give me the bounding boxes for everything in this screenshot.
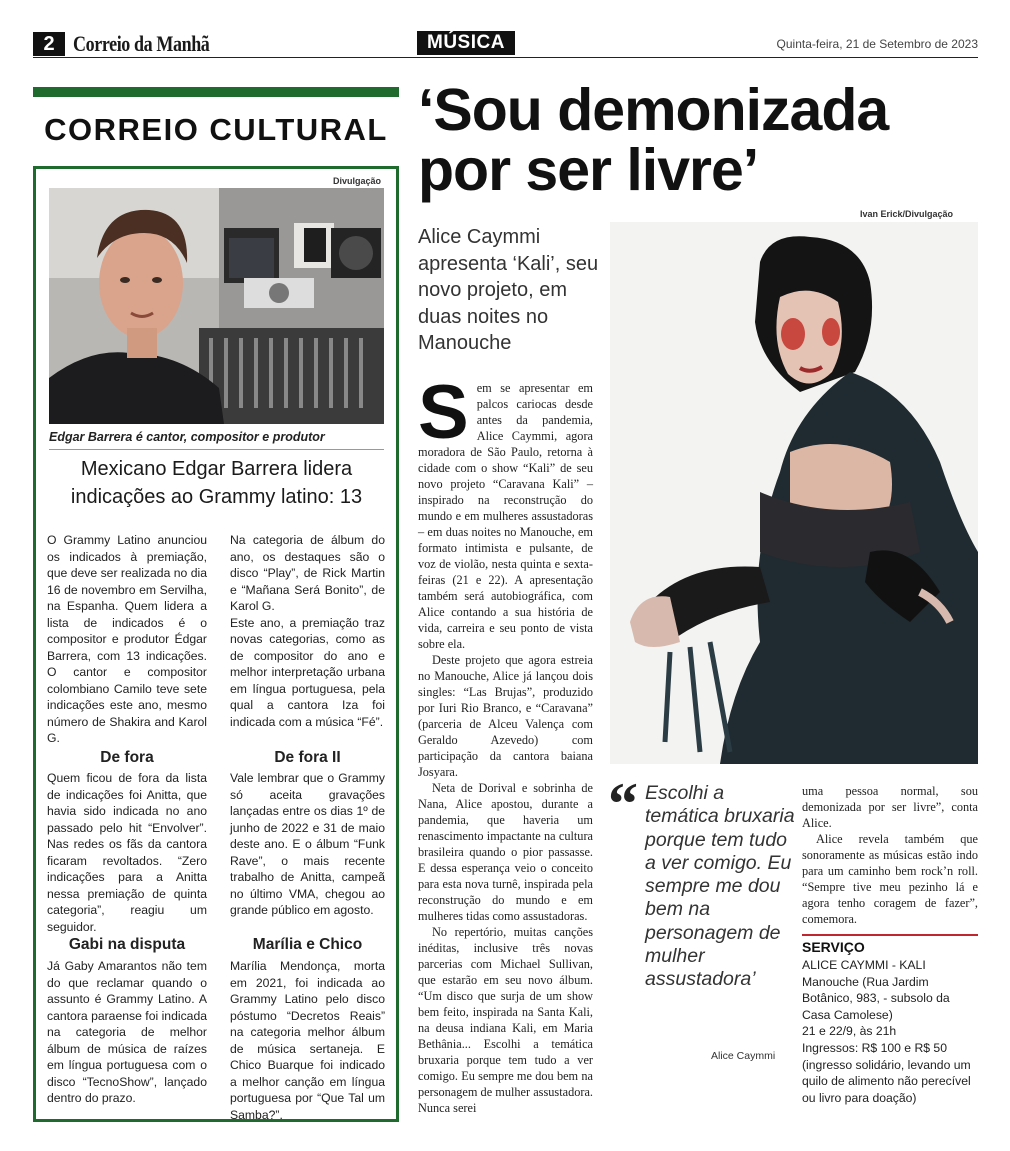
newspaper-name: Correio da Manhã [73, 31, 210, 56]
servico-venue: Manouche (Rua Jardim Botânico, 983, - subsolo da Casa Camolese) [802, 974, 950, 1022]
photo-caption: Edgar Barrera é cantor, compositor e produtor [49, 430, 325, 444]
paragraph [418, 370, 593, 652]
article-column-1 [418, 370, 593, 1116]
paragraph: Alice revela também que sonoramente as músicas estão indo para um caminho bem rock’n roll. “Sempre tive meu pezinho lá e agora tenho coragem de fazer”, comemora. [802, 832, 978, 926]
paragraph: No repertório, muitas canções inéditas, inclusive três novas parcerias com Michael Sullivan, que estarão em seu novo álbum. “Um disco que surja de um show bem feito, inspirada na Santa Kali, na deusa indiana Kali, em Maria Bethânia... Escolhi a temática bruxaria porque tem tudo a ver comigo. Eu sempre me dou bem na personagem de mulher assustadora. Nunca serei [418, 925, 593, 1115]
edgar-barrera-photo [49, 188, 384, 424]
green-rule [33, 87, 399, 97]
paragraph-text: em se apresentar em palcos cariocas desde antes da pandemia, Alice Caymmi, agora moradora de São Paulo, retorna à cidade com o show “Kali” de seu novo projeto “Caravana Kali” – inspirado na reconstrução do mundo e em mulheres assustadoras – em duas noites no Manouche, em formato intimista e pulsante, de voz de violão, nesta quinta e sexta-feiras (21 e 22). A apresentação também será autobiográfica, com Alice contando a sua história de vida, carreira e seu ponto de vista sobre ela. [418, 381, 593, 651]
intro-col2-paragraph: Na categoria de álbum do ano, os destaques são o disco “Play”, de Rick Martin e “Mañana Será Bonito”, de Karol G. [230, 533, 385, 613]
de-fora-ii-text: Vale lembrar que o Grammy só aceita gravações lançadas entre os dias 1º de junho de 2022 e 31 de maio deste ano. E o álbum “Funk Rave”, o mais recente trabalho de Anitta, campeã no último VMA, chegou ao grande público em agosto. [230, 771, 385, 917]
left-intro-col2 [230, 532, 385, 730]
servico-box [802, 957, 978, 1106]
servico-tickets: Ingressos: R$ 100 e R$ 50 (ingresso solidário, levando um quilo de alimento não perecível ou livro para doação) [802, 1040, 971, 1105]
paragraph: uma pessoa normal, sou demonizada por ser livre”, conta Alice. [802, 784, 978, 830]
left-headline: Mexicano Edgar Barrera lidera indicações ao Grammy latino: 13 [70, 458, 363, 508]
section-label: MÚSICA [417, 31, 515, 55]
issue-date: Quinta-feira, 21 de Setembro de 2023 [776, 37, 978, 51]
photo-credit: Ivan Erick/Divulgação [860, 209, 954, 219]
paragraph: Neta de Dorival e sobrinha de Nana, Alice apostou, durante a pandemia, que haveria um renascimento impactante na cultura brasileira quando o pior passasse. E dessa esperança veio o conceito para esta nova turnê, inspirada pela reconstrução do mundo e em mulheres tidas como assustadoras. [418, 781, 593, 923]
drop-cap: S [418, 370, 469, 455]
subhead-marilia: Marília e Chico [252, 936, 363, 953]
paragraph: Deste projeto que agora estreia no Manouche, Alice já lançou dois singles: “Las Brujas”, produzido por Iuri Rio Branco, e “Caravana” (parceria de Alceu Valença com Geraldo Azevedo) com participação da cantora baiana Josyara. [418, 653, 593, 779]
servico-title: SERVIÇO [802, 939, 865, 955]
quote-author: Alice Caymmi [711, 1050, 776, 1062]
subhead-de-fora-ii: De fora II [274, 749, 341, 766]
photo-credit: Divulgação [333, 176, 382, 186]
marilia-text: Marília Mendonça, morta em 2021, foi indicada ao Grammy Latino pelo disco póstumo “Decretos Reais” na categoria melhor álbum de música sertaneja. E Chico Buarque foi indicado a melhor canção em língua portuguesa por “Que Tal um Samba?”. [230, 959, 385, 1122]
quote-mark-icon: “ [608, 771, 638, 837]
page-header [33, 30, 978, 58]
servico-name: ALICE CAYMMI - KALI [802, 958, 926, 972]
pull-quote: Escolhi a temática bruxaria porque tem tudo a ver comigo. Eu sempre me dou bem na personagem de mulher assustadora’ [645, 782, 795, 991]
page-number: 2 [33, 32, 65, 56]
servico-rule [802, 934, 978, 936]
gabi-text: Já Gaby Amarantos não tem do que reclamar quando o assunto é Grammy Latino. A cantora paraense foi indicada na categoria de melhor álbum de música de raízes em língua portuguesa com o disco “TecnoShow”, lançado dentro do prazo. [47, 959, 207, 1105]
alice-caymmi-photo [610, 222, 978, 764]
servico-dates: 21 e 22/9, às 21h [802, 1024, 897, 1039]
caption-divider [49, 449, 384, 450]
subhead-de-fora: De fora [100, 749, 154, 766]
de-fora-text: Quem ficou de fora da lista de indicações foi Anitta, que havia sido indicada no ano passado pelo hit “Envolver”. Nas redes os fãs da cantora ficaram revoltados. “Zero indicações para a Anitta nessa premiação de quinta categoria”, reagiu um seguidor. [47, 771, 207, 934]
column-title: CORREIO CULTURAL [44, 112, 388, 147]
intro-col2-paragraph: Este ano, a premiação traz novas categorias, como as de compositor do ano e melhor interpretação urbana em língua portuguesa, pela qual a cantora Iza foi indicada com a música “Fé”. [230, 615, 385, 729]
main-headline: ‘Sou demonizada por ser livre’ [418, 77, 889, 203]
subhead-gabi: Gabi na disputa [68, 936, 186, 953]
article-deck: Alice Caymmi apresenta ‘Kali’, seu novo projeto, em duas noites no Manouche [418, 226, 599, 354]
article-column-3 [802, 783, 978, 927]
left-intro-col1: O Grammy Latino anunciou os indicados à premiação, que deve ser realizada no dia 16 de novembro em Servilha, na Espanha. Quem lidera a lista de indicados é o compositor e produtor Édgar Barrera, com 13 indicações. O cantor e compositor colombiano Camilo teve sete indicações este ano, mesmo número de Shakira and Karol G. [47, 533, 207, 745]
